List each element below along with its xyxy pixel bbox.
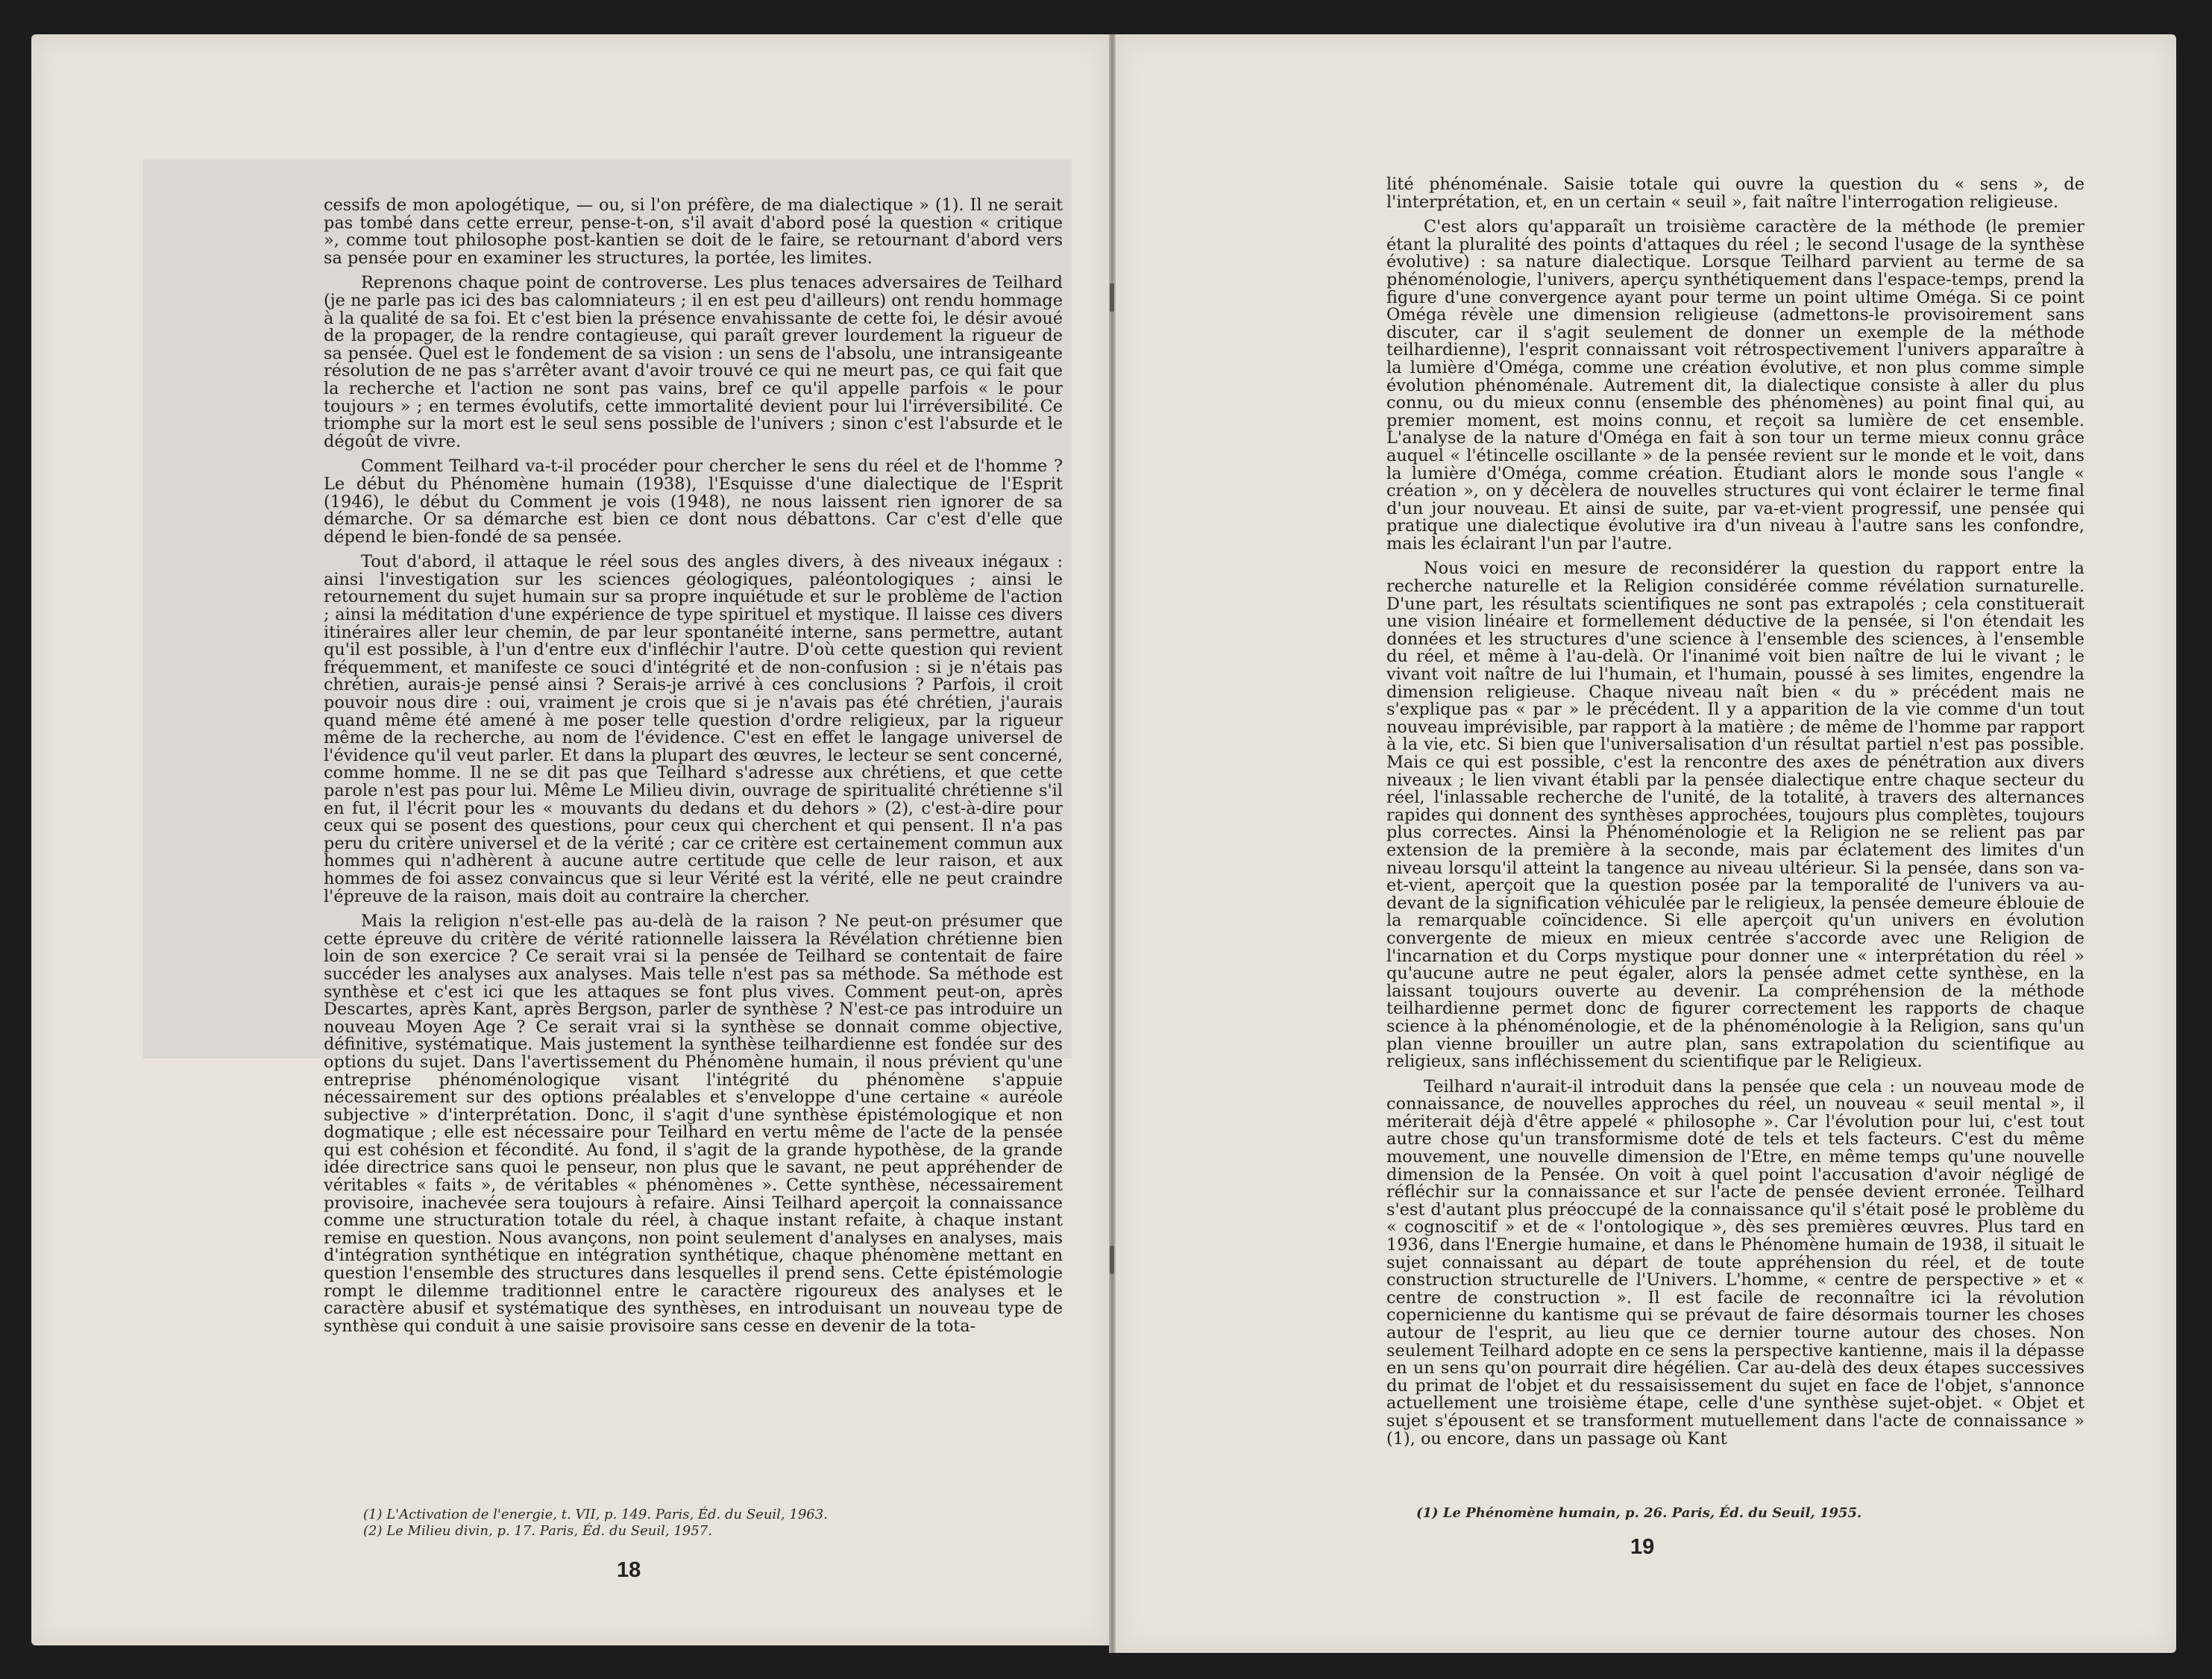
paragraph: Reprenons chaque point de controverse. Les plus tenaces adversaires de Teilhard (je ne parle pas ici des bas calomniateurs ; il en est peu d'ailleurs) ont rendu hommage à la qualité de sa foi. Et c'est bien la présence envahissante de cette foi, le désir avoué de la propager, de la rendre contagieuse, qui paraît grever lourdement la rigueur de sa pensée. Quel est le fondement de sa vision : un sens de l'absolu, une intransigeante résolution de ne pas s'arrêter avant d'avoir trouvé ce qui ne meurt pas, ce qui fait que la recherche et l'action ne sont pas vains, bref ce qu'il appelle parfois « le pour toujours » ; en termes évolutifs, cette immortalité devient pour lui l'irréversibilité. Ce triomphe sur la mort est le seul sens possible de l'univers ; sinon c'est l'absurde et le dégoût de vivre. xyxy=(324,273,1063,451)
left-text-column xyxy=(324,197,1063,1343)
right-footnotes xyxy=(1416,1505,2087,1522)
paragraph: Mais la religion n'est-elle pas au-delà de la raison ? Ne peut-on présumer que cette épreuve du critère de vérité rationnelle laissera la Révélation chrétienne bien loin de son exercice ? Ce serait vrai si la pensée de Teilhard se contentait de faire succéder les analyses aux analyses. Mais telle n'est pas sa méthode. Sa méthode est synthèse et c'est ici que les attaques se font plus vives. Comment peut-on, après Descartes, après Kant, après Bergson, parler de synthèse ? N'est-ce pas introduire un nouveau Moyen Age ? Ce serait vrai si la synthèse se donnait comme objective, définitive, systématique. Mais justement la synthèse teilhardienne est fondée sur des options du sujet. Dans l'avertissement du Phénomène humain, il nous prévient qu'une entreprise phénoménologique visant l'intégrité du phénomène s'appuie nécessairement sur des options préalables et s'enveloppe d'une certaine « auréole subjective » d'interprétation. Donc, il s'agit d'une synthèse épistémologique et non dogmatique ; elle est nécessaire pour Teilhard en vertu même de l'acte de la pensée qui est cohésion et fécondité. Au fond, il s'agit de la grande hypothèse, de la grande idée directrice sans quoi le penseur, non plus que le savant, ne peut appréhender de véritables « faits », de véritables « phénomènes ». Cette synthèse, nécessairement provisoire, inachevée sera toujours à refaire. Ainsi Teilhard aperçoit la connaissance comme une structuration totale du réel, à chaque instant refaite, à chaque instant remise en question. Nous avançons, non point seulement d'analyses en analyses, mais d'intégration synthétique en intégration synthétique, chaque phénomène mettant en question l'ensemble des structures dans lesquelles il prend sens. Cette épistémologie rompt le dilemme traditionnel entre le caractère rigoureux des analyses et le caractère abusif et systématique des synthèses, en introduisant un nouveau type de synthèse qui conduit à une saisie provisoire sans cesse en devenir de la tota- xyxy=(324,911,1063,1336)
paragraph: lité phénoménale. Saisie totale qui ouvre la question du « sens », de l'interprétation, et, en un certain « seuil », fait naître l'interrogation religieuse. xyxy=(1386,175,2084,212)
footnote: (2) Le Milieu divin, p. 17. Paris, Éd. du Seuil, 1957. xyxy=(363,1523,712,1539)
right-text-column xyxy=(1386,176,2084,1455)
paragraph: Tout d'abord, il attaque le réel sous des angles divers, à des niveaux inégaux : ainsi l'investigation sur les sciences géologiques, paléontologiques ; ainsi le retournement du sujet humain sur sa propre inquiétude et sur le problème de l'action ; ainsi la méditation d'une expérience de type spirituel et mystique. Il laisse ces divers itinéraires aller leur chemin, de par leur spontanéité interne, sans permettre, autant qu'il est possible, à l'un d'entre eux d'infléchir l'autre. D'où cette question qui revient fréquemment, et manifeste ce souci d'intégrité et de non-confusion : si je n'étais pas chrétien, aurais-je pensé ainsi ? Serais-je arrivé à ces conclusions ? Parfois, il croit pouvoir nous dire : oui, vraiment je crois que si je n'avais pas été chrétien, j'aurais quand même été amené à me poser telle question d'ordre religieux, par la rigueur même de la recherche, au nom de l'évidence. C'est en effet le langage universel de l'évidence qu'il veut parler. Et dans la plupart des œuvres, le lecteur se sent concerné, comme homme. Il ne se dit pas que Teilhard s'adresse aux chrétiens, et que cette parole n'est pas pour lui. Même Le Milieu divin, ouvrage de spiritualité chrétienne s'il en fut, il l'écrit pour les « mouvants du dedans et du dehors » (2), c'est-à-dire pour ceux qui se posent des questions, pour ceux qui cherchent et qui pensent. Il n'a pas peru du critère universel et de la vérité ; car ce critère est certainement commun aux hommes qui n'adhèrent à aucune autre certitude que celle de leur raison, et aux hommes de foi assez convaincus que si leur Vérité est la vérité, elle ne peut craindre l'épreuve de la raison, mais doit au contraire la chercher. xyxy=(324,552,1063,906)
paragraph: Comment Teilhard va-t-il procéder pour chercher le sens du réel et de l'homme ? Le début du Phénomène humain (1938), l'Esquisse d'une dialectique de l'Esprit (1946), le début du Comment je vois (1948), ne nous laissent rien ignorer de sa démarche. Or sa démarche est bien ce dont nous débattons. Car c'est d'elle que dépend le bien-fondé de sa pensée. xyxy=(324,456,1063,547)
book-gutter xyxy=(1109,34,1116,1653)
footnote: (1) Le Phénomène humain, p. 26. Paris, Éd. du Seuil, 1955. xyxy=(1416,1505,1862,1521)
paragraph: cessifs de mon apologétique, — ou, si l'on préfère, de ma dialectique » (1). Il ne serait pas tombé dans cette erreur, pense-t-on, s'il avait d'abord posé la question « critique », comme tout philosophe post-kantien se doit de le faire, se retournant d'abord vers sa pensée pour en examiner les structures, la portée, les limites. xyxy=(324,195,1063,268)
page-number-left: 18 xyxy=(617,1558,641,1582)
left-page xyxy=(31,34,1109,1645)
page-number-right: 19 xyxy=(1630,1535,1655,1559)
footnote: (1) L'Activation de l'energie, t. VII, p. 149. Paris, Éd. du Seuil, 1963. xyxy=(363,1507,828,1522)
paragraph: Teilhard n'aurait-il introduit dans la pensée que cela : un nouveau mode de connaissance, de nouvelles approches du réel, un nouveau « seuil mental », il mériterait déjà d'être appelé « philosophe ». Car l'évolution pour lui, c'est tout autre chose qu'un transformisme doté de tels et tels facteurs. C'est du même mouvement, une nouvelle dimension de l'Etre, en même temps qu'une nouvelle dimension de la Pensée. On voit à quel point l'accusation d'avoir négligé de réfléchir sur la connaissance et sur l'acte de pensée devient erronée. Teilhard s'est d'autant plus préoccupé de la connaissance qu'il s'était posé le problème du « cognoscitif » et de « l'ontologique », dès ses premières œuvres. Plus tard en 1936, dans l'Energie humaine, et dans le Phénomène humain de 1938, il situait le sujet connaissant au départ de toute appréhension du réel, et de toute construction structurelle de l'Univers. L'homme, « centre de perspective » et « centre de construction ». Il est facile de reconnaître ici la révolution copernicienne du kantisme qui se prévaut de faire désormais tourner les choses autour de l'esprit, au lieu que ce dernier tourne autour des choses. Non seulement Teilhard adopte en ce sens la perspective kantienne, mais il la dépasse en un sens qu'on pourrait dire hégélien. Car au-delà des deux étapes successives du primat de l'objet et du ressaisissement du sujet en face de l'objet, s'annonce actuellement une troisième étape, celle d'une synthèse sujet-objet. « Objet et sujet s'épousent et se transforment mutuellement dans l'acte de connaissance » (1), ou encore, dans un passage où Kant xyxy=(1386,1076,2084,1449)
paragraph: Nous voici en mesure de reconsidérer la question du rapport entre la recherche naturelle et la Religion considérée comme révélation surnaturelle. D'une part, les résultats scientifiques ne sont pas extrapolés ; cela constituerait une vision linéaire et formellement déductive de la pensée, si l'on étendait les données et les structures d'une science à l'ensemble des sciences, à l'ensemble du réel, et même à l'au-delà. Or l'inanimé voit bien naître de lui le vivant ; le vivant voit naître de lui l'humain, et l'humain, poussé à ses limites, engendre la dimension religieuse. Chaque niveau naît bien « du » précédent mais ne s'explique pas « par » le précédent. Il y a apparition de la vie comme d'un tout nouveau imprévisible, par rapport à la matière ; de même de l'homme par rapport à la vie, etc. Si bien que l'universalisation d'un résultat partiel n'est pas possible. Mais ce qui est possible, c'est la rencontre des axes de pénétration aux divers niveaux ; le lien vivant établi par la pensée dialectique entre chaque secteur du réel, l'inlassable recherche de l'unité, de la totalité, à travers des alternances rapides qui donnent des synthèses approchées, toujours plus complètes, toujours plus correctes. Ainsi la Phénoménologie et la Religion ne se relient pas par extension de la première à la seconde, mais par éclatement des limites d'un niveau lorsqu'il atteint la tangence au niveau ultérieur. Si la pensée, dans son va-et-vient, aperçoit que la question posée par la temporalité de l'univers va au-devant de la signification véhiculée par le religieux, la pensée demeure éblouie de la remarquable coïncidence. Si elle aperçoit qu'un univers en évolution convergente de mieux en mieux centrée s'accorde avec une Religion de l'incarnation et du Corps mystique pour donner une « interprétation du réel » qu'aucune autre ne peut égaler, alors la pensée admet cette synthèse, en la laissant toujours ouverte au devenir. La compréhension de la méthode teilhardienne permet donc de figurer correctement les rapports de chaque science à la phénoménologie, et de la phénoménologie à la Religion, sans qu'un plan vienne brouiller un autre plan, sans extrapolation du scientifique au religieux, sans infléchissement du scientifique par le Religieux. xyxy=(1386,559,2084,1072)
paragraph: C'est alors qu'apparaît un troisième caractère de la méthode (le premier étant la pluralité des points d'attaques du réel ; le second l'usage de la synthèse évolutive) : sa nature dialectique. Lorsque Teilhard parvient au terme de sa phénoménologie, l'univers, aperçu synthétiquement dans l'espace-temps, prend la figure d'une convergence ayant pour terme un point ultime Oméga. Si ce point Oméga révèle une dimension religieuse (admettons-le provisoirement sans discuter, car il s'agit seulement de donner un exemple de la méthode teilhardienne), l'esprit connaissant voit rétrospectivement l'univers apparaître à la lumière d'Oméga, comme une création évolutive, et non plus comme simple évolution phénoménale. Autrement dit, la dialectique consiste à aller du plus connu, ou du mieux connu (ensemble des phénomènes) au point final qui, au premier moment, est moins connu, et reçoit sa lumière de cet ensemble. L'analyse de la nature d'Oméga en fait à son tour un terme mieux connu grâce auquel « l'étincelle oscillante » de la pensée revient sur le monde et le voit, dans la lumière d'Oméga, comme création. Étudiant alors le monde sous l'angle « création », on y décèlera de nouvelles structures qui vont éclairer le terme final d'un jour nouveau. Et ainsi de suite, par va-et-vient progressif, une pensée qui pratique une dialectique évolutive ira d'un niveau à l'autre sans les confondre, mais les éclairant l'un par l'autre. xyxy=(1386,217,2084,553)
right-page xyxy=(1116,34,2176,1653)
staple-top xyxy=(1110,283,1114,312)
staple-bottom xyxy=(1110,1246,1114,1274)
left-footnotes xyxy=(363,1507,1034,1540)
